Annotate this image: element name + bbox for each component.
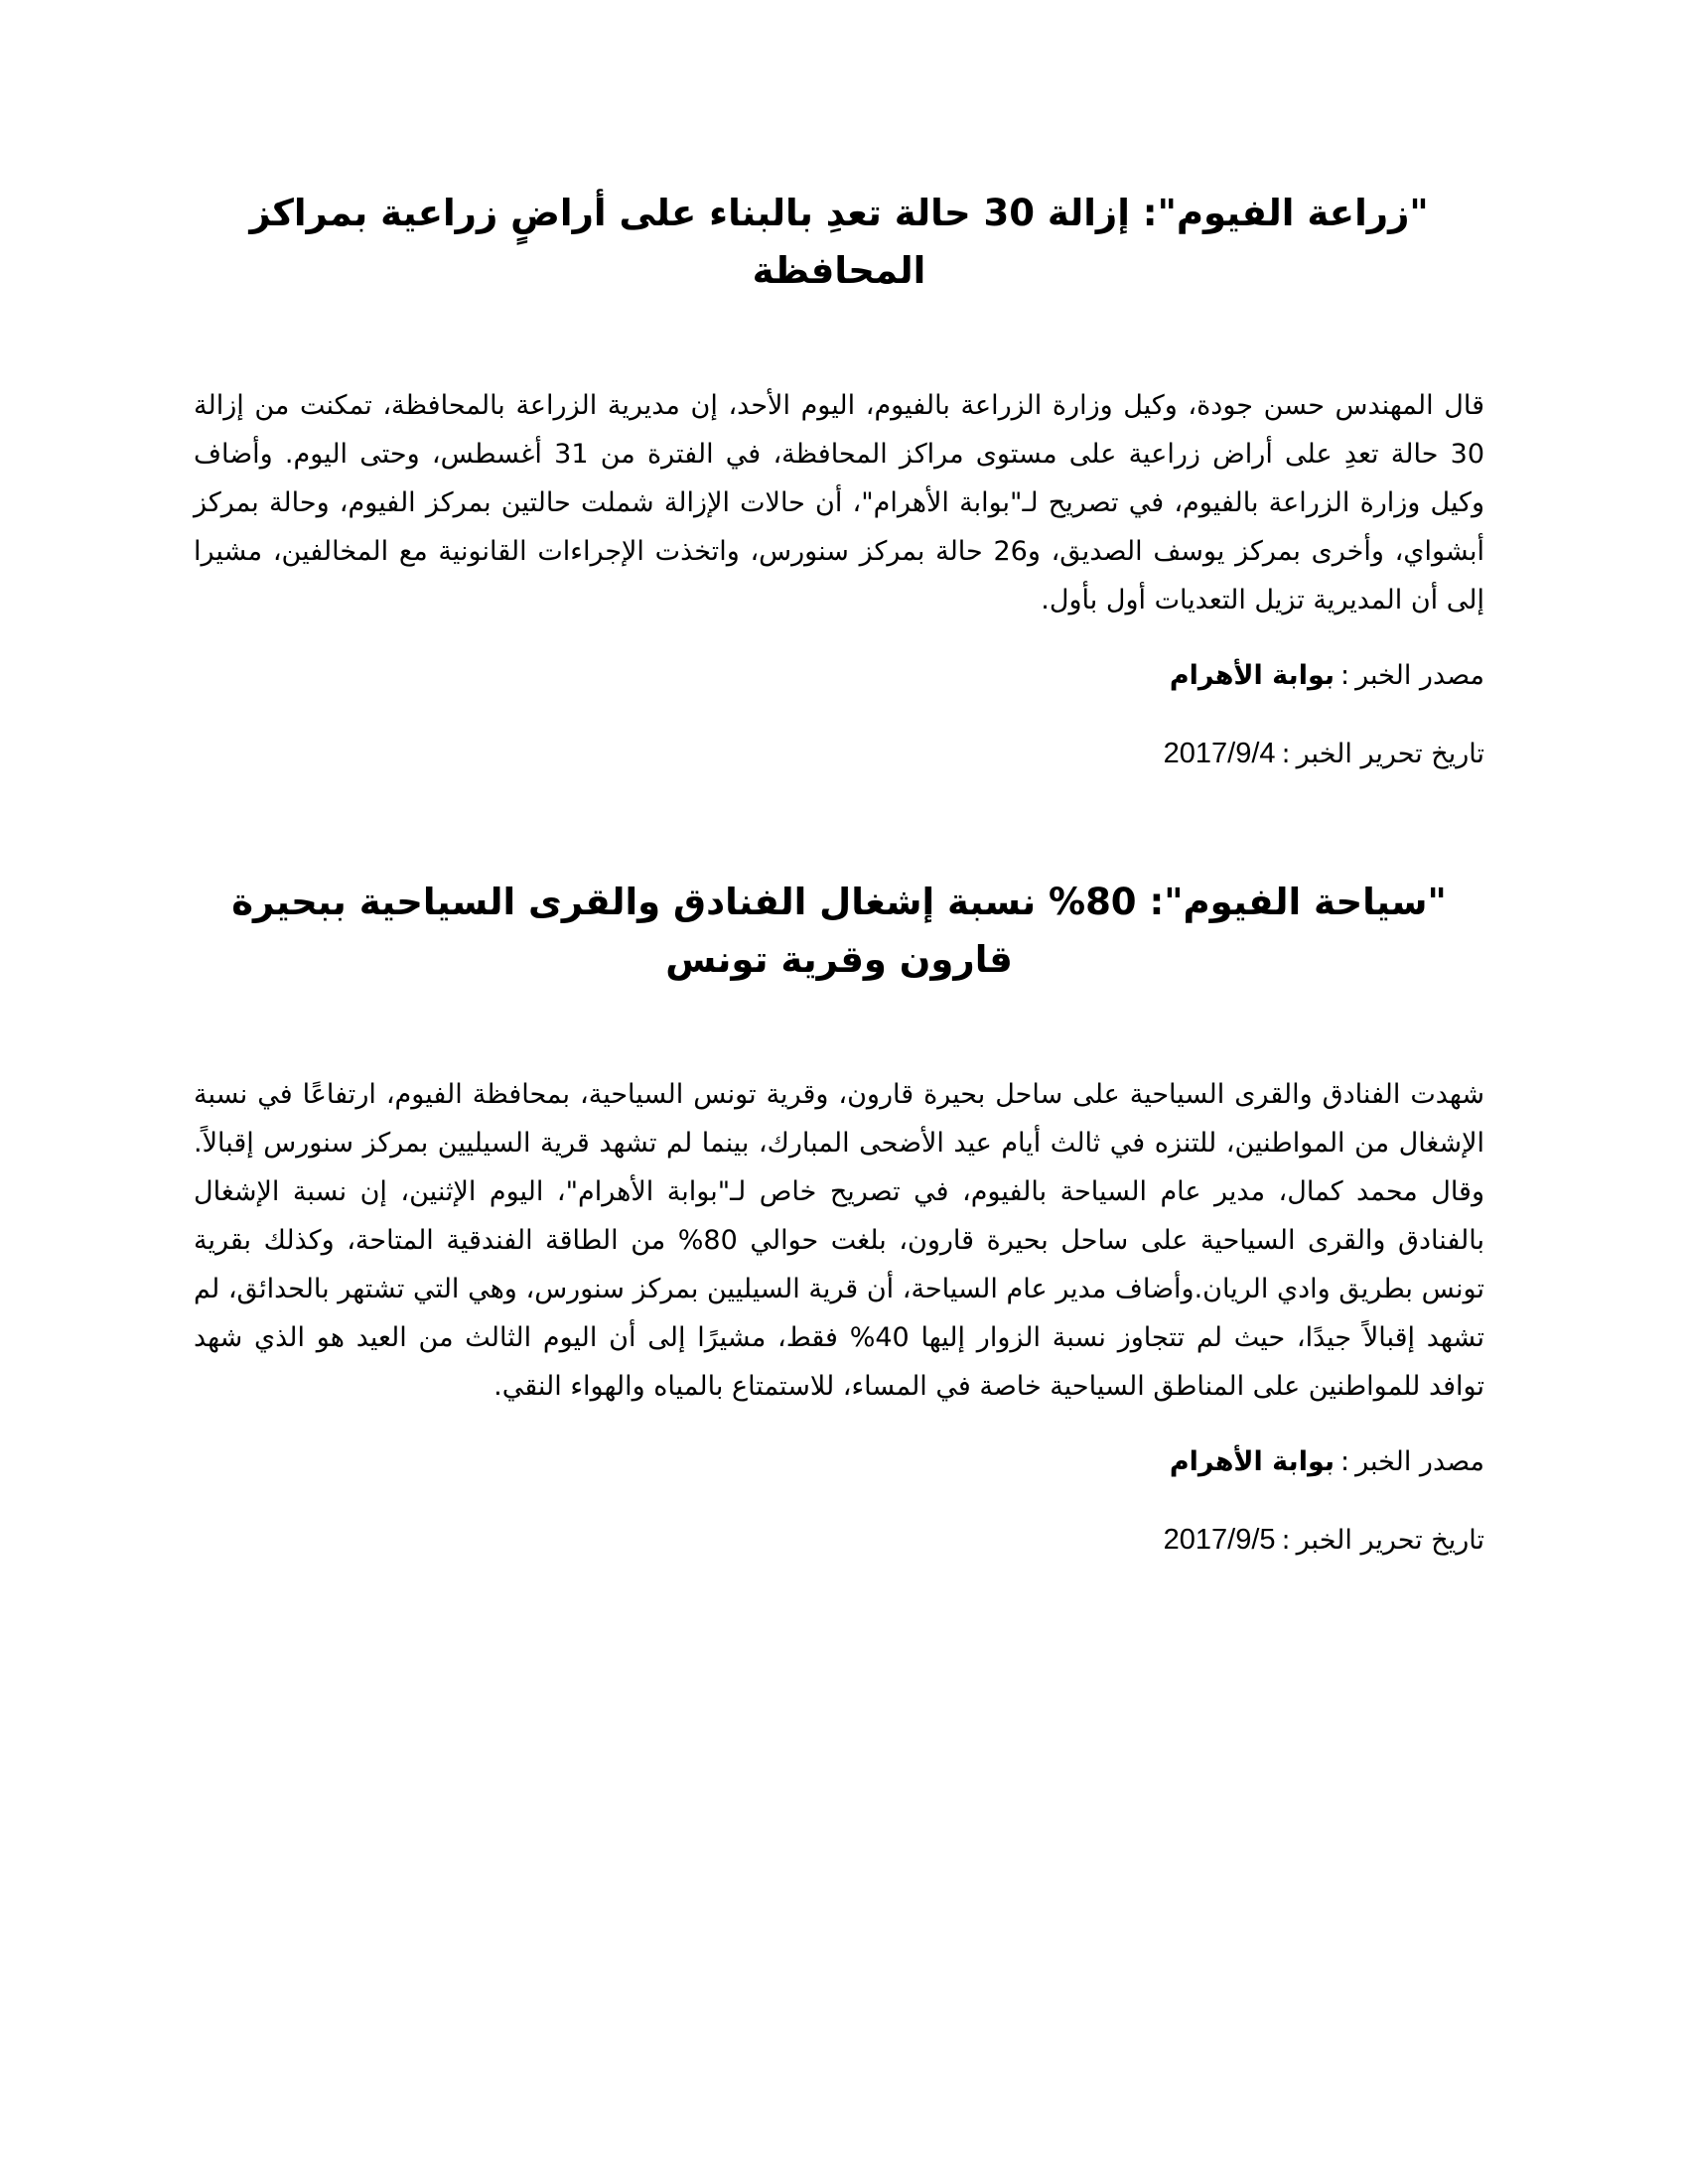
separator: : xyxy=(1281,1525,1291,1556)
article-body: شهدت الفنادق والقرى السياحية على ساحل بحيرة قارون، وقرية تونس السياحية، بمحافظة الفيوم، ارتفاعًا في نسبة الإشغال من المواطنين، للتنزه في ثالث أيام عيد الأضحى المبارك، بينما لم تشهد قرية السيليين بمركز سنورس إقبالاً. وقال محمد كمال، مدير عام السياحة بالفيوم، في تصريح خاص لـ"بوابة الأهرام"، اليوم الإثنين، إن نسبة الإشغال بالفنادق والقرى السياحية على ساحل بحيرة قارون، بلغت حوالي 80% من الطاقة الفندقية المتاحة، وكذلك بقرية تونس بطريق وادي الريان.وأضاف مدير عام السياحة، أن قرية السيليين بمركز سنورس، وهي التي تشتهر بالحدائق، لم تشهد إقبالاً جيدًا، حيث لم تتجاوز نسبة الزوار إليها 40% فقط، مشيرًا إلى أن اليوم الثالث من العيد هو الذي شهد توافد للمواطنين على المناطق السياحية خاصة في المساء، للاستمتاع بالمياه والهواء النقي. xyxy=(194,1079,1484,1402)
news-source-value: بوابة الأهرام xyxy=(1169,660,1336,691)
news-article-tourism xyxy=(194,874,1484,1561)
news-source-line xyxy=(194,656,1484,696)
news-article-agriculture xyxy=(194,185,1484,774)
news-date-line xyxy=(194,734,1484,774)
article-headline: "زراعة الفيوم": إزالة 30 حالة تعدِ بالبناء على أراضٍ زراعية بمراكز المحافظة xyxy=(249,192,1429,292)
article-headline: "سياحة الفيوم": 80% نسبة إشغال الفنادق والقرى السياحية ببحيرة قارون وقرية تونس xyxy=(231,881,1447,981)
news-source-label: مصدر الخبر xyxy=(1355,1446,1484,1477)
separator: : xyxy=(1281,739,1291,769)
news-source-line xyxy=(194,1442,1484,1482)
news-date-label: تاريخ تحرير الخبر xyxy=(1296,739,1484,769)
news-date-line xyxy=(194,1520,1484,1561)
news-date-value: 2017/9/4 xyxy=(1163,738,1276,769)
news-source-value: بوابة الأهرام xyxy=(1169,1446,1336,1477)
news-date-value: 2017/9/5 xyxy=(1163,1524,1276,1556)
news-date-label: تاريخ تحرير الخبر xyxy=(1296,1525,1484,1556)
separator: : xyxy=(1340,1446,1350,1477)
news-source-label: مصدر الخبر xyxy=(1355,660,1484,691)
separator: : xyxy=(1340,660,1350,691)
article-body: قال المهندس حسن جودة، وكيل وزارة الزراعة بالفيوم، اليوم الأحد، إن مديرية الزراعة بالمحافظة، تمكنت من إزالة 30 حالة تعدِ على أراض زراعية على مستوى مراكز المحافظة، في الفترة من 31 أغسطس، وحتى اليوم. وأضاف وكيل وزارة الزراعة بالفيوم، في تصريح لـ"بوابة الأهرام"، أن حالات الإزالة شملت حالتين بمركز الفيوم، وحالة بمركز أبشواي، وأخرى بمركز يوسف الصديق، و26 حالة بمركز سنورس، واتخذت الإجراءات القانونية مع المخالفين، مشيرا إلى أن المديرية تزيل التعديات أول بأول. xyxy=(194,390,1485,615)
